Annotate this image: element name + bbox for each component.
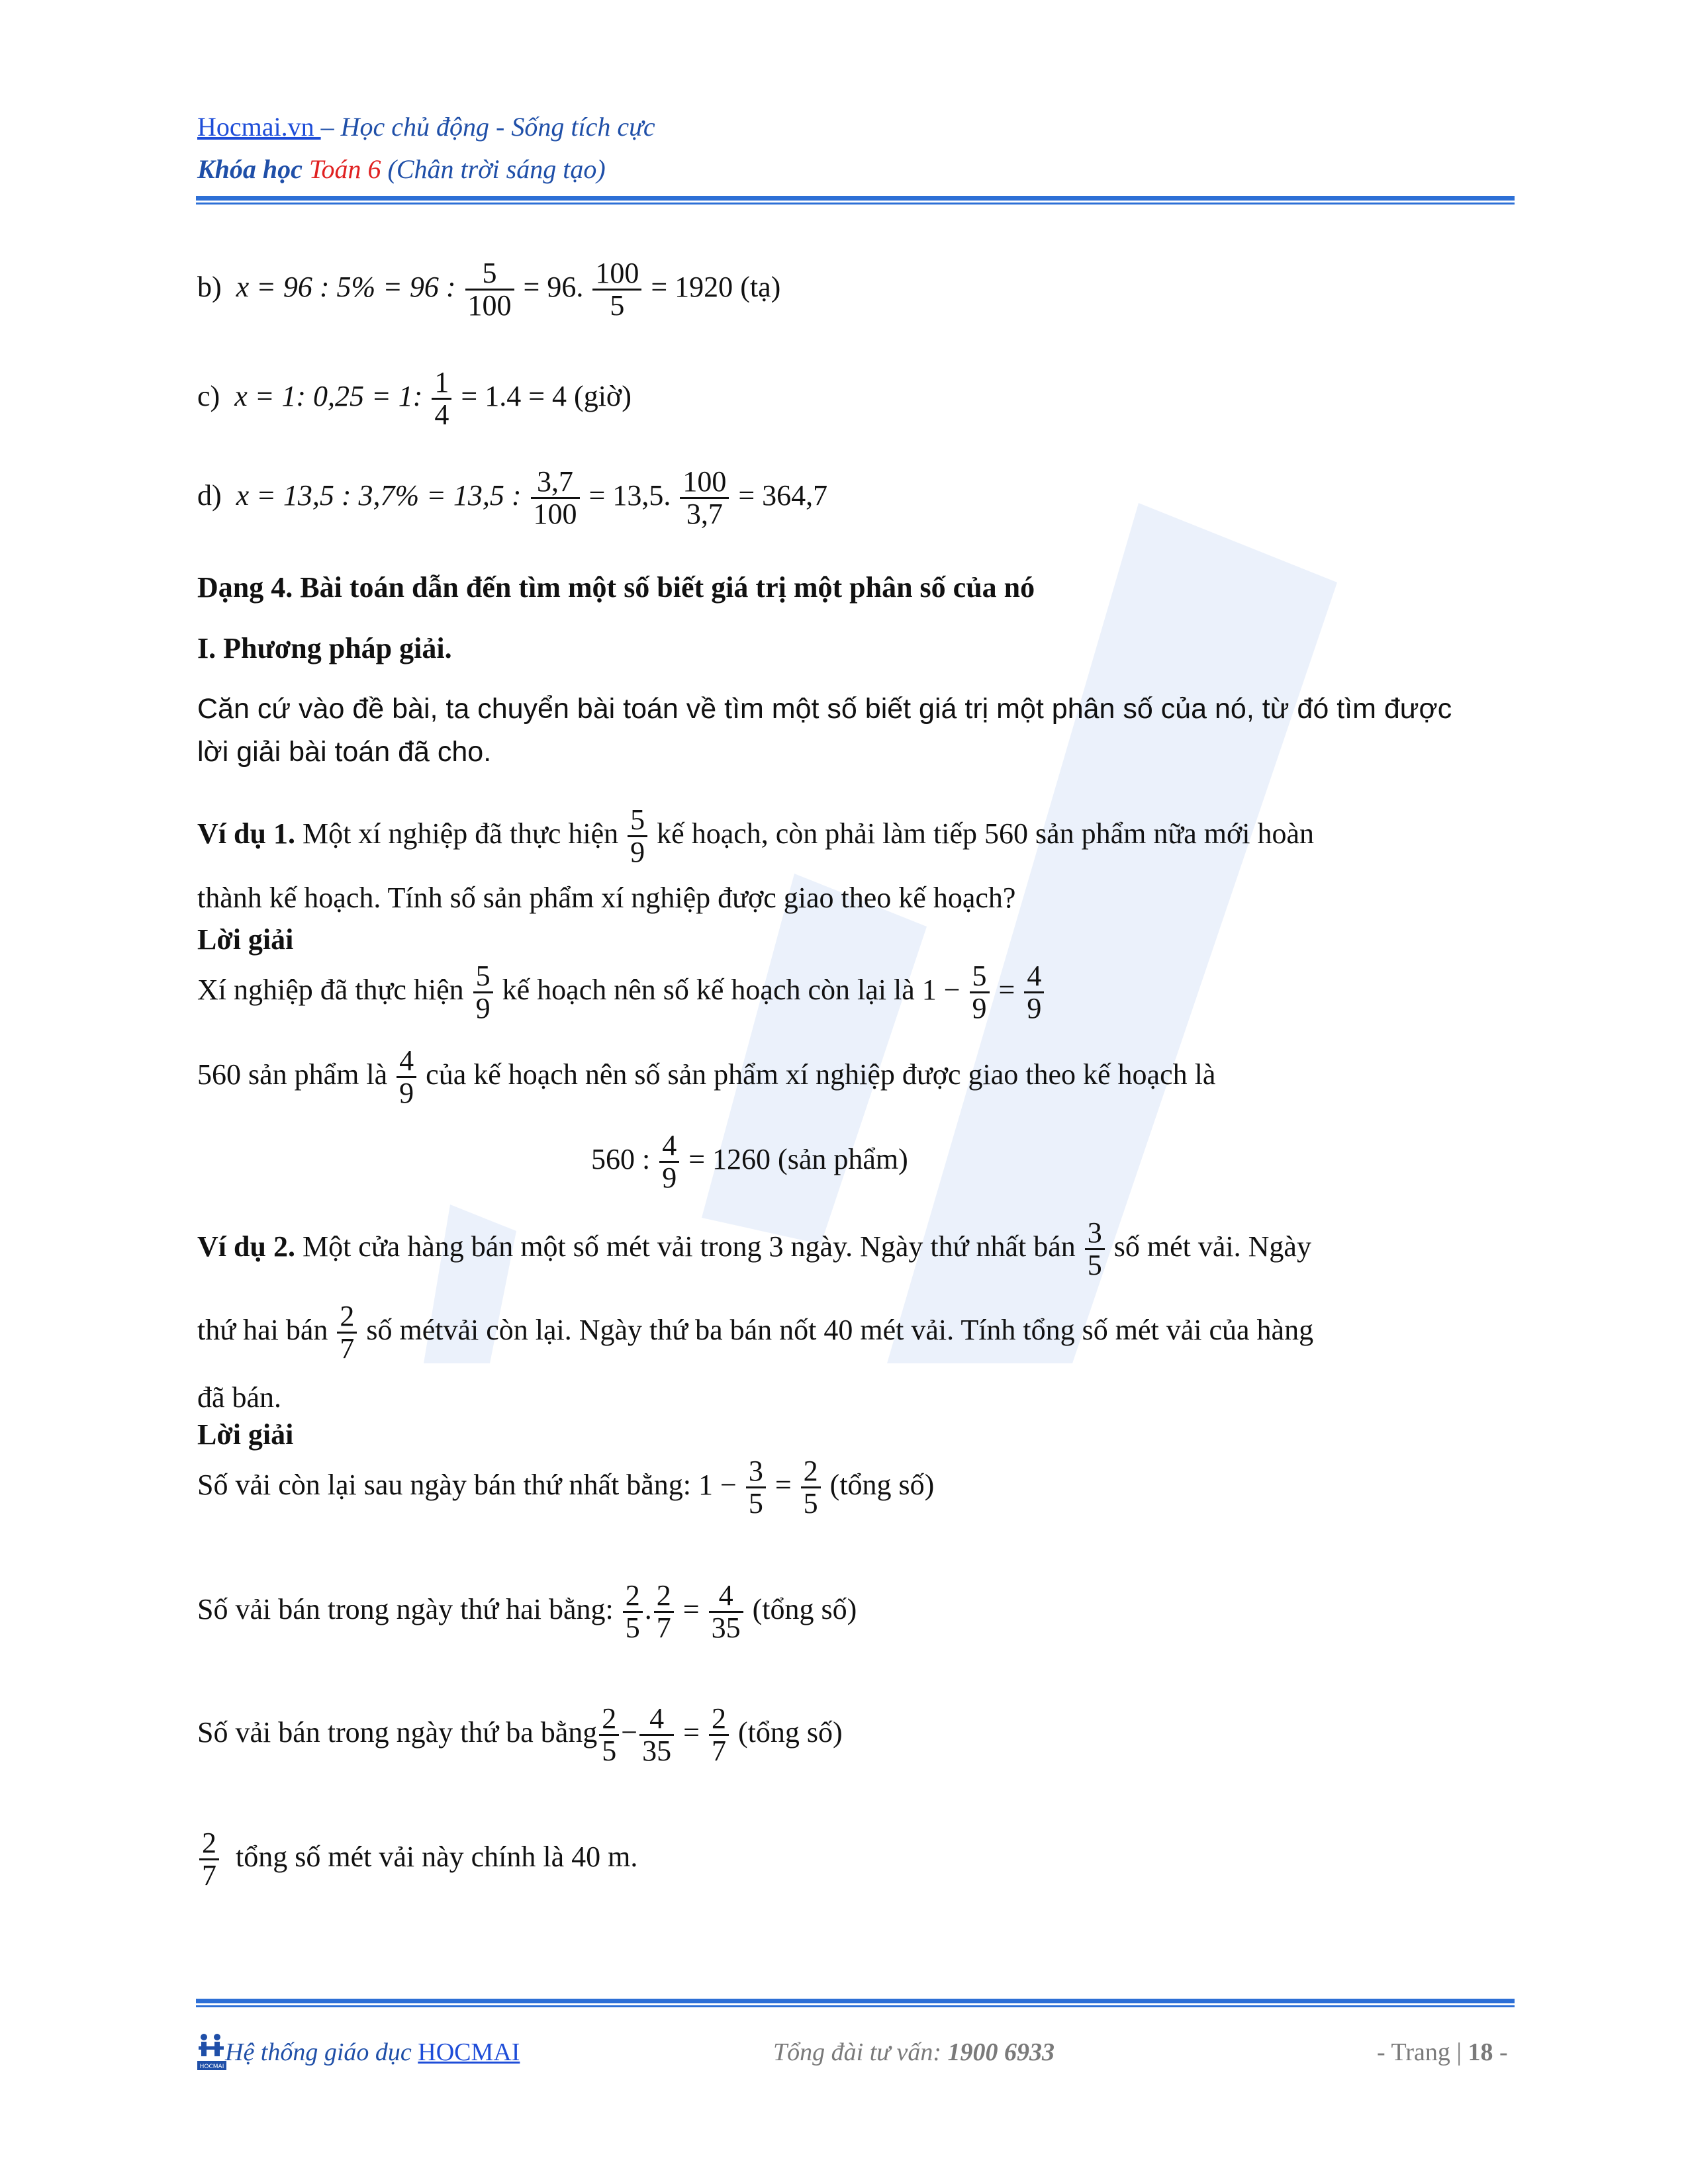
section-title: Dạng 4. Bài toán dẫn đến tìm một số biết giá trị một phân số của nó xyxy=(197,571,1035,604)
ex2-s2-text: Số vải bán trong ngày thứ hai bằng: xyxy=(197,1592,614,1625)
page-number-value: 18 xyxy=(1468,2038,1493,2066)
hotline-number: 1900 6933 xyxy=(947,2038,1055,2066)
fraction-denominator: 5 xyxy=(610,289,625,322)
fraction-numerator: 2 xyxy=(199,1828,219,1860)
fraction-numerator: 2 xyxy=(709,1704,729,1736)
ex2-q-text-d: số métvải còn lại. Ngày thứ ba bán nốt 40 mét vải. Tính tổng số mét vải của hàng xyxy=(366,1313,1314,1346)
expr-c-lhs: x = 1: 0,25 = 1: xyxy=(234,379,423,412)
ex1-s2-text-a: 560 sản phẩm là xyxy=(197,1058,388,1091)
fraction-numerator: 4 xyxy=(639,1704,674,1736)
ex2-s4-frac xyxy=(199,1828,219,1891)
fraction-denominator: 9 xyxy=(972,992,987,1025)
ex1-s1-eq: = xyxy=(998,973,1015,1006)
fraction-denominator: 100 xyxy=(467,289,512,322)
ex1-s3-text-b: = 1260 (sản phẩm) xyxy=(688,1142,908,1175)
fraction-denominator: 7 xyxy=(656,1612,671,1645)
ex2-q-text-c: thứ hai bán xyxy=(197,1313,328,1346)
fraction-denominator: 7 xyxy=(202,1859,216,1892)
frac-b-1 xyxy=(465,258,514,321)
fraction-denominator: 4 xyxy=(434,398,449,432)
expr-c-result: = 1.4 = 4 xyxy=(461,379,567,412)
expr-b-mid: = 96. xyxy=(523,270,584,303)
example2-label: Ví dụ 2. xyxy=(197,1230,295,1263)
hocmai-logo-icon xyxy=(197,2032,226,2073)
ex2-s3-frac2 xyxy=(639,1704,674,1766)
ex2-s1-eq: = xyxy=(774,1468,792,1501)
ex1-s1-text-b: kế hoạch nên số kế hoạch còn lại là 1 − xyxy=(502,973,961,1006)
fraction-numerator: 4 xyxy=(1024,961,1044,993)
fraction-denominator: 100 xyxy=(533,498,577,531)
fraction-numerator: 2 xyxy=(599,1704,619,1736)
fraction-numerator: 4 xyxy=(709,1580,743,1613)
example2-solution-line2 xyxy=(197,1580,857,1643)
fraction-numerator: 5 xyxy=(628,805,647,837)
ex2-s2-frac2 xyxy=(654,1580,674,1643)
example1-question-line2: thành kế hoạch. Tính số sản phẩm xí nghiệp được giao theo kế hoạch? xyxy=(197,882,1016,914)
ex2-s2-frac3 xyxy=(709,1580,743,1643)
fraction-denominator: 5 xyxy=(602,1735,617,1768)
page-suffix: - xyxy=(1499,2038,1508,2066)
fraction-denominator: 5 xyxy=(1087,1249,1102,1282)
ex2-q-text-a: Một cửa hàng bán một số mét vải trong 3 ngày. Ngày thứ nhất bán xyxy=(302,1230,1076,1263)
ex1-s2-text-b: của kế hoạch nên số sản phẩm xí nghiệp được giao theo kế hoạch là xyxy=(426,1058,1216,1091)
example1-text-b: kế hoạch, còn phải làm tiếp 560 sản phẩm nữa mới hoàn xyxy=(657,817,1315,850)
fraction-numerator: 1 xyxy=(432,367,451,400)
example1-q-frac xyxy=(628,805,647,868)
ex2-s3-eq: = xyxy=(683,1715,700,1749)
ex2-s1-frac1 xyxy=(746,1456,766,1519)
method-line-2: lời giải bài toán đã cho. xyxy=(197,736,492,768)
fraction-numerator: 2 xyxy=(623,1580,643,1613)
course-prefix: Khóa học xyxy=(197,154,303,184)
fraction-denominator: 9 xyxy=(475,992,491,1025)
unit-c: (giờ) xyxy=(574,379,632,412)
page-header-line2 xyxy=(197,156,606,183)
footer-system: Hệ thống giáo dục xyxy=(225,2038,412,2066)
example1-solution-line2 xyxy=(197,1046,1215,1109)
method-line-1: Căn cứ vào đề bài, ta chuyển bài toán về tìm một số biết giá trị một phân số của nó, từ đó tìm được xyxy=(197,693,1452,725)
ex2-q-text-b: số mét vải. Ngày xyxy=(1113,1230,1311,1263)
fraction-numerator: 3 xyxy=(746,1456,766,1488)
ex1-s3-frac xyxy=(659,1130,679,1193)
ex2-s2-dot: . xyxy=(644,1592,652,1625)
ex2-s1-text: Số vải còn lại sau ngày bán thứ nhất bằng: 1 − xyxy=(197,1468,737,1501)
fraction-numerator: 5 xyxy=(473,961,493,993)
fraction-numerator: 5 xyxy=(465,258,514,291)
fraction-denominator: 5 xyxy=(748,1487,763,1520)
ex2-s1-frac2 xyxy=(801,1456,821,1519)
fraction-numerator: 4 xyxy=(659,1130,679,1163)
fraction-numerator: 2 xyxy=(801,1456,821,1488)
fraction-denominator: 9 xyxy=(630,836,645,869)
expr-b-result: = 1920 xyxy=(651,270,733,303)
page-header-line1 xyxy=(197,114,655,140)
solution-c xyxy=(197,367,632,430)
fraction-denominator: 5 xyxy=(625,1612,640,1645)
fraction-denominator: 7 xyxy=(711,1735,726,1768)
footer-divider xyxy=(196,1999,1515,2008)
ex1-s3-text-a: 560 : xyxy=(591,1142,651,1175)
course-name: Toán 6 xyxy=(308,154,381,184)
expr-d-result: = 364,7 xyxy=(738,478,828,512)
expr-b-lhs: x = 96 : 5% = 96 : xyxy=(236,270,456,303)
ex2-s3-frac1 xyxy=(599,1704,619,1766)
example1-solution-line3 xyxy=(591,1130,908,1193)
fraction-numerator: 3,7 xyxy=(531,467,580,499)
example1-solution-line1 xyxy=(197,961,1046,1024)
fraction-numerator: 3 xyxy=(1085,1218,1105,1250)
frac-c-1 xyxy=(432,367,451,430)
page-prefix: - Trang | xyxy=(1377,2038,1462,2066)
ex1-s2-frac xyxy=(397,1046,416,1109)
site-link[interactable]: Hocmai.vn xyxy=(197,112,321,142)
fraction-denominator: 9 xyxy=(1027,992,1042,1025)
fraction-numerator: 100 xyxy=(592,258,641,291)
hotline-label: Tổng đài tư vấn: xyxy=(773,2038,941,2066)
fraction-numerator: 100 xyxy=(680,467,729,499)
ex2-s1-unit: (tổng số) xyxy=(829,1468,935,1501)
ex1-s1-frac2 xyxy=(970,961,990,1024)
header-divider xyxy=(196,196,1515,205)
ex2-s2-frac1 xyxy=(623,1580,643,1643)
ex2-s3-text: Số vải bán trong ngày thứ ba bằng xyxy=(197,1715,598,1749)
course-series: (Chân trời sáng tạo) xyxy=(387,154,606,184)
fraction-denominator: 7 xyxy=(340,1332,355,1365)
fraction-denominator: 9 xyxy=(399,1077,414,1110)
footer-hotline xyxy=(773,2040,1055,2065)
ex2-s4-text: tổng số mét vải này chính là 40 m. xyxy=(236,1840,638,1873)
method-title: I. Phương pháp giải. xyxy=(197,632,452,664)
ex2-s3-minus: − xyxy=(621,1715,638,1749)
fraction-denominator: 35 xyxy=(711,1612,741,1645)
tagline: – Học chủ động - Sống tích cực xyxy=(320,112,655,142)
footer-left xyxy=(225,2040,520,2065)
fraction-numerator: 2 xyxy=(337,1301,357,1334)
frac-d-1 xyxy=(531,467,580,529)
ex2-q-frac2 xyxy=(337,1301,357,1364)
footer-brand-link[interactable]: HOCMAI xyxy=(418,2038,520,2066)
unit-b: (tạ) xyxy=(740,270,781,303)
ex2-s2-eq: = xyxy=(682,1592,700,1625)
example2-question-line2 xyxy=(197,1301,1313,1364)
fraction-denominator: 35 xyxy=(642,1735,672,1768)
logo-text: HOCMAI xyxy=(199,2064,224,2070)
frac-b-2 xyxy=(592,258,641,321)
expr-d-mid: = 13,5. xyxy=(588,478,671,512)
fraction-denominator: 3,7 xyxy=(686,498,723,531)
page-number xyxy=(1377,2040,1508,2065)
label-d: d) xyxy=(197,478,222,512)
example2-question-line1 xyxy=(197,1218,1311,1281)
label-c: c) xyxy=(197,379,220,412)
ex2-s3-frac3 xyxy=(709,1704,729,1766)
fraction-numerator: 5 xyxy=(970,961,990,993)
expr-d-lhs: x = 13,5 : 3,7% = 13,5 : xyxy=(236,478,522,512)
fraction-denominator: 5 xyxy=(803,1487,818,1520)
ex1-s1-frac1 xyxy=(473,961,493,1024)
ex2-s3-unit: (tổng số) xyxy=(737,1715,843,1749)
example1-question-line1 xyxy=(197,805,1314,868)
fraction-denominator: 9 xyxy=(662,1161,677,1195)
example1-label: Ví dụ 1. xyxy=(197,817,295,850)
ex1-s1-text-a: Xí nghiệp đã thực hiện xyxy=(197,973,464,1006)
example2-solution-line3 xyxy=(197,1704,843,1766)
ex1-s1-frac3 xyxy=(1024,961,1044,1024)
example2-solution-label: Lời giải xyxy=(197,1418,294,1451)
label-b: b) xyxy=(197,270,222,303)
fraction-numerator: 2 xyxy=(654,1580,674,1613)
frac-d-2 xyxy=(680,467,729,529)
example2-solution-line4 xyxy=(197,1828,637,1891)
solution-b xyxy=(197,258,780,321)
example2-question-line3: đã bán. xyxy=(197,1381,282,1414)
fraction-numerator: 4 xyxy=(397,1046,416,1078)
example1-solution-label: Lời giải xyxy=(197,923,294,956)
solution-d xyxy=(197,467,827,529)
example2-solution-line1 xyxy=(197,1456,934,1519)
ex2-s2-unit: (tổng số) xyxy=(752,1592,857,1625)
example1-text-a: Một xí nghiệp đã thực hiện xyxy=(302,817,619,850)
ex2-q-frac1 xyxy=(1085,1218,1105,1281)
